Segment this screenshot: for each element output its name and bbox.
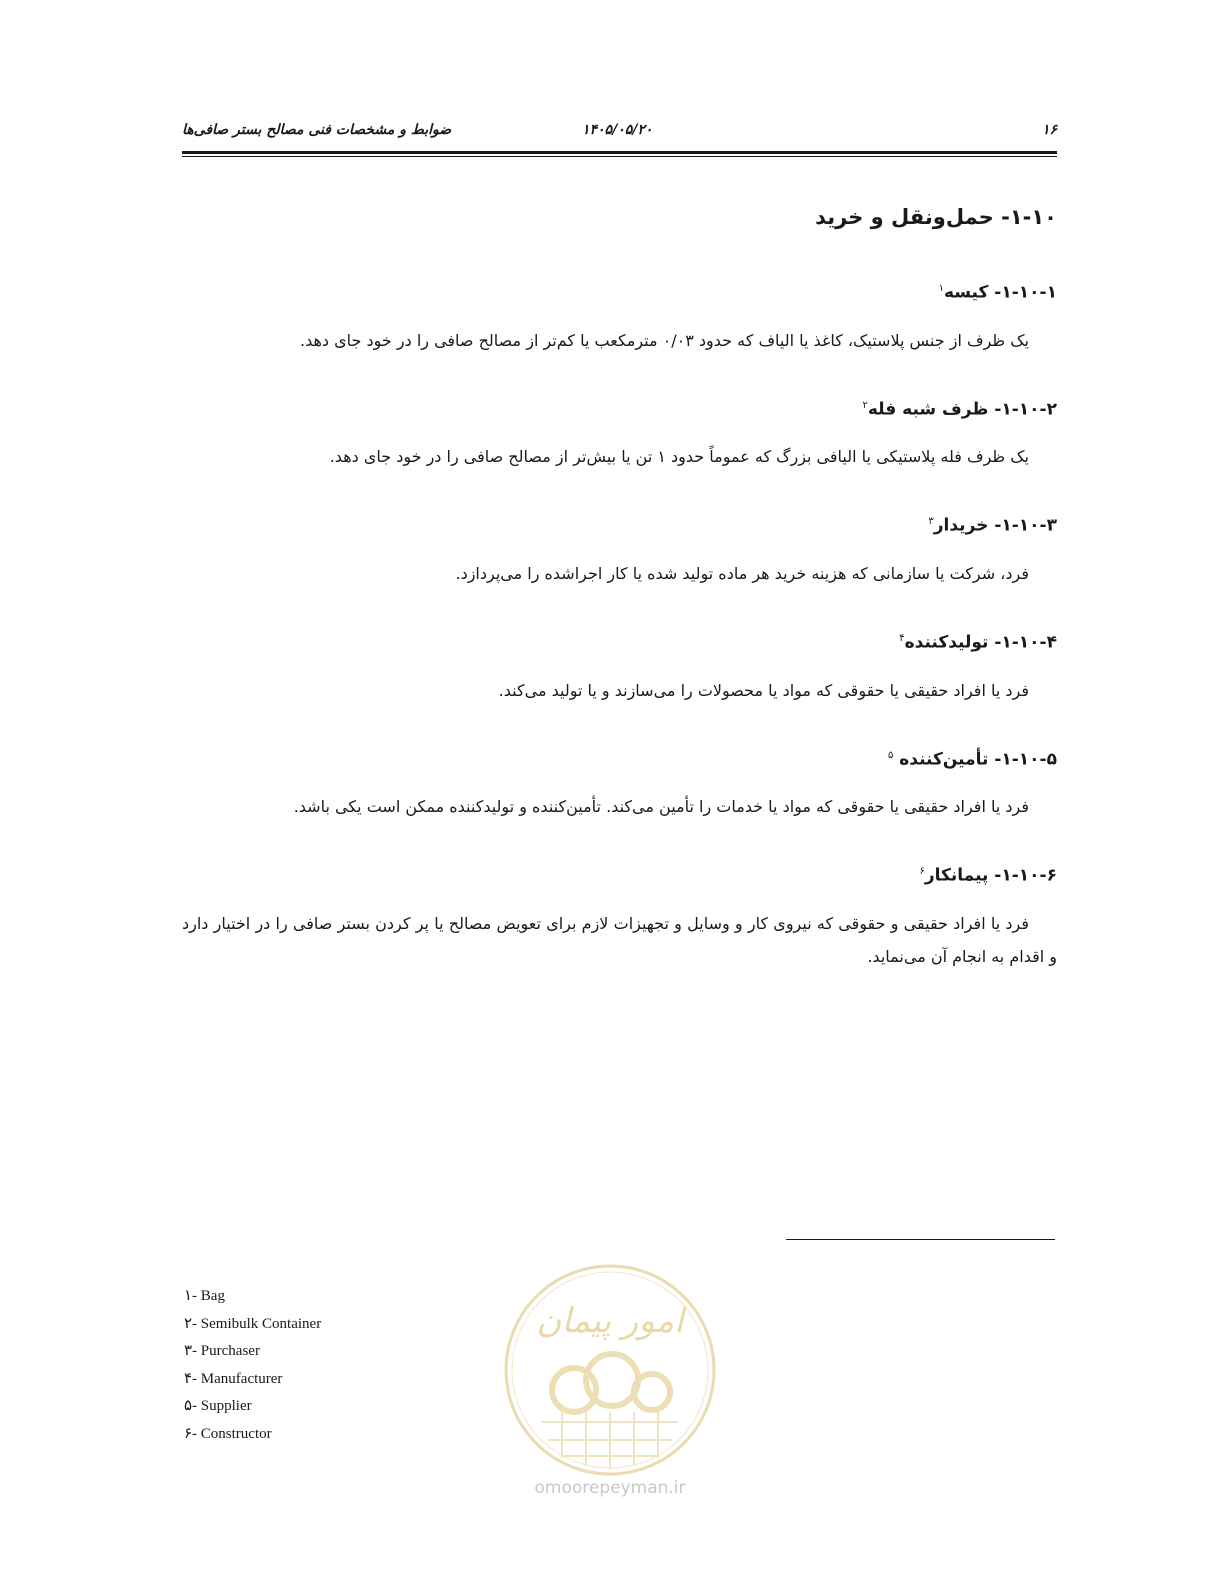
item-text: فرد یا افراد حقیقی یا حقوقی که مواد یا خدمات را تأمین می‌کند. تأمین‌کننده و تولیدکننده ممکن است یکی باشد. (293, 797, 1029, 817)
item-text: یک ظرف فله پلاستیکی یا الیافی بزرگ که عموماً حدود ۱ تن یا بیش‌تر از مصالح صافی را در خود جای دهد. (329, 447, 1029, 467)
item-text: یک ظرف از جنس پلاستیک، کاغذ یا الیاف که حدود ۰/۰۳ مترمکعب یا کم‌تر از مصالح صافی را در خود جای دهد. (300, 330, 1029, 350)
footnote-separator (786, 1239, 1055, 1240)
footnote-ref: ۲ (862, 399, 868, 411)
header-rule-thick (182, 151, 1057, 154)
item-text: فرد یا افراد حقیقی یا حقوقی که مواد یا محصولات را می‌سازند و یا تولید می‌کند. (498, 680, 1029, 700)
page-number: ۱۶ (1041, 122, 1057, 138)
footnote: ۵- Supplier (184, 1398, 252, 1414)
svg-text:امور پیمان: امور پیمان (536, 1301, 684, 1341)
footnotes (184, 1283, 484, 1448)
item-title: ۱-۱۰-۲- ظرف شبه فله$^۲$ (862, 399, 1057, 420)
running-header (182, 122, 1057, 144)
item-title: ۱-۱۰-۳- خریدار$^۳$ (928, 515, 1057, 536)
item-text: فرد یا افراد حقیقی و حقوقی که نیروی کار و وسایل و تجهیزات لازم برای تعویض مصالح یا پر کردن بستر صافی را در اختیار دارد و اقدام به انجام آن می‌نماید. (182, 913, 1057, 966)
item-text: فرد، شرکت یا سازمانی که هزینه خرید هر ماده تولید شده یا کار اجراشده را می‌پردازد. (455, 563, 1029, 583)
footnote-ref: ۳ (928, 516, 934, 528)
item-title: ۱-۱۰-۴- تولیدکننده$^۴$ (899, 632, 1057, 653)
footnote: ۴- Manufacturer (184, 1370, 283, 1387)
watermark-url: omoorepeyman.ir (534, 1478, 686, 1498)
item-title: ۱-۱۰-۶- پیمانکار$^۶$ (919, 865, 1057, 886)
header-date: ۱۴۰۵/۰۵/۲۰ (582, 122, 653, 138)
footnote-ref: ۴ (899, 632, 905, 644)
footnote: ۶- Constructor (184, 1425, 272, 1442)
item-title: ۱-۱۰-۱- کیسه$^۱$ (938, 282, 1057, 303)
item-title: ۱-۱۰-۵- تأمین‌کننده $^۵$ (887, 749, 1057, 770)
footnote: ۳- Purchaser (184, 1343, 260, 1359)
footnote-ref: ۵ (887, 749, 894, 761)
header-title: ضوابط و مشخصات فنی مصالح بستر صافی‌ها (182, 122, 452, 138)
header-rule-thin (182, 156, 1057, 157)
main-content (182, 200, 1057, 1007)
footnote: ۱- Bag (184, 1288, 225, 1304)
watermark-seal-icon (502, 1262, 718, 1478)
section-title: ۱-۱۰- حمل‌ونقل و خرید (815, 205, 1057, 229)
footnote-ref: ۱ (938, 283, 944, 294)
footnote-ref: ۶ (919, 866, 925, 878)
footnote: ۲- Semibulk Container (184, 1315, 322, 1332)
